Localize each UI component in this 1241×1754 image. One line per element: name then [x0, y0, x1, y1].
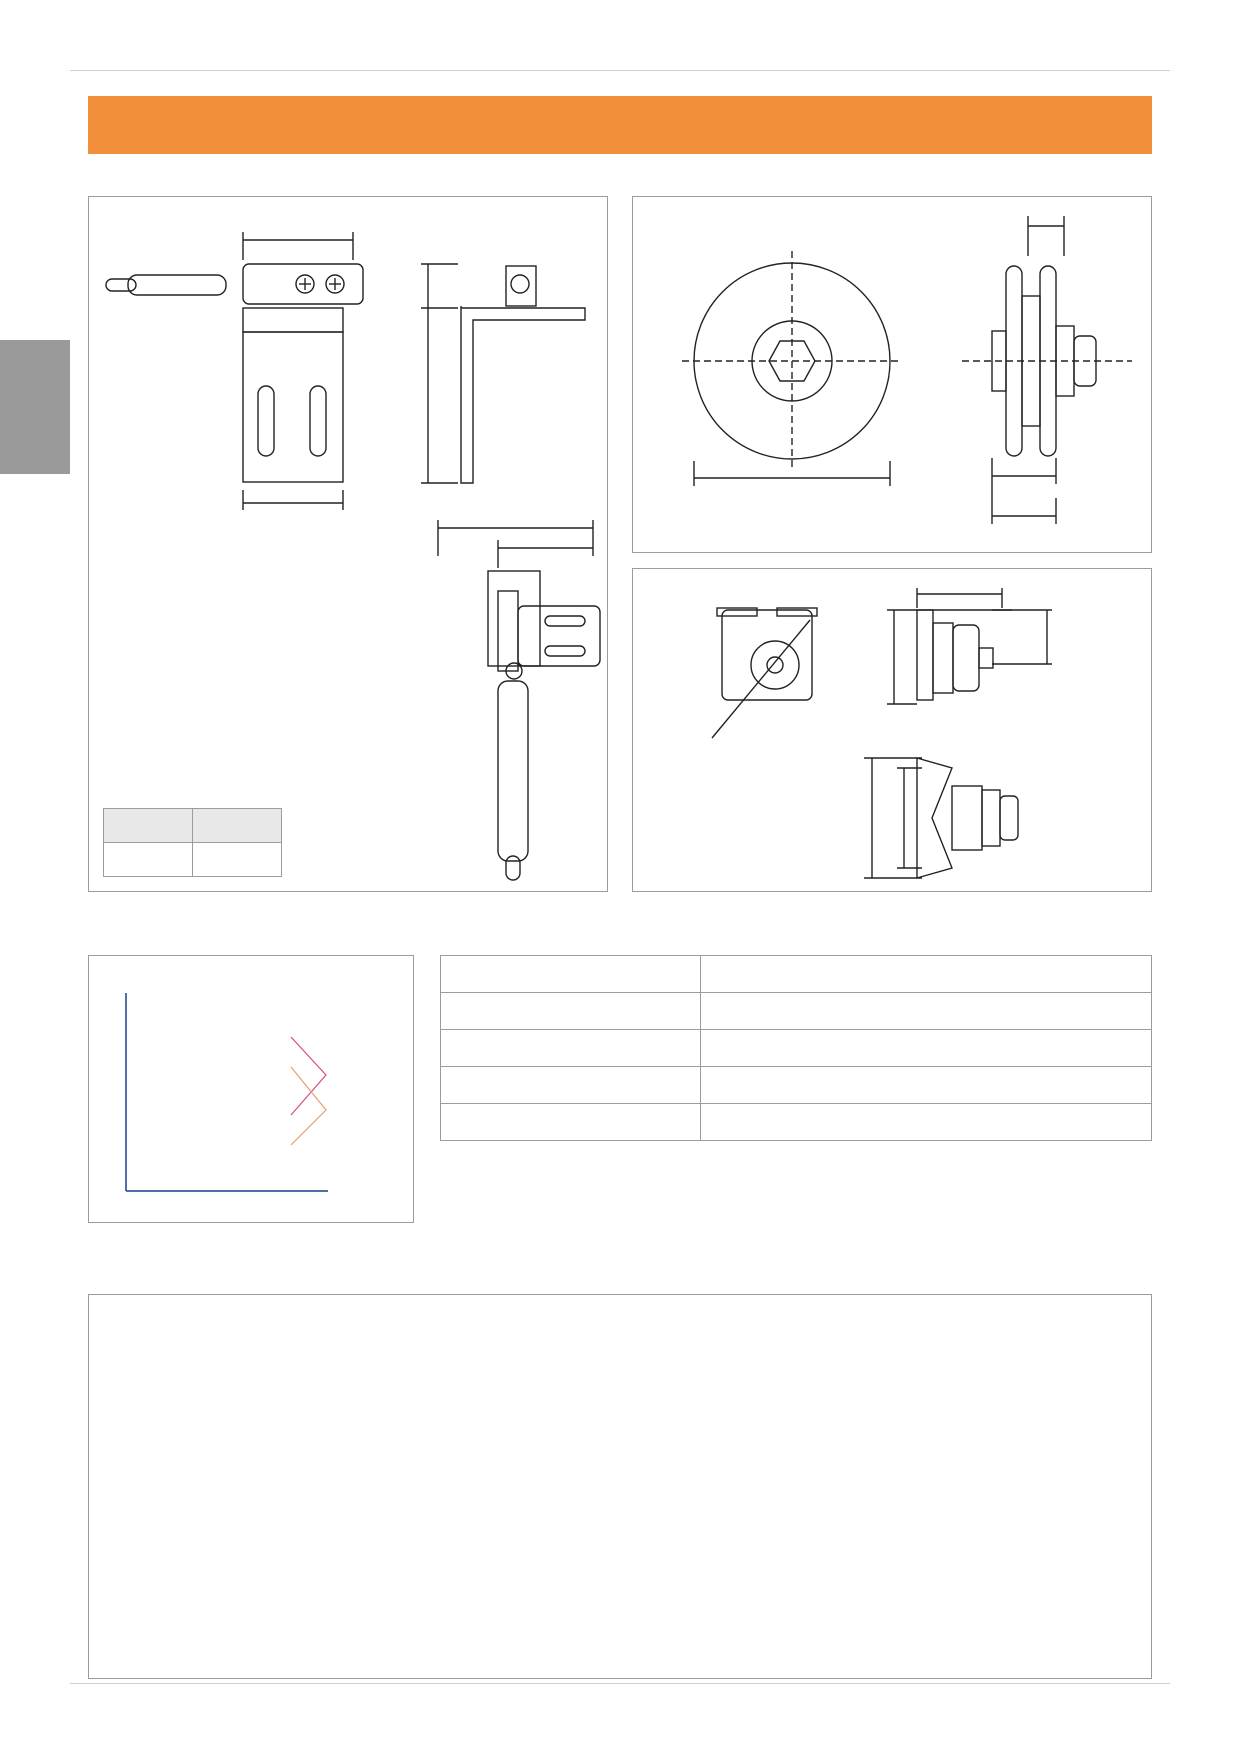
spec-value: [701, 956, 1152, 993]
footer-rule: [70, 1683, 1170, 1684]
code-inox: [193, 843, 282, 877]
handle-eye: [106, 279, 136, 291]
spec-row: [441, 1030, 1152, 1067]
page-banner: [88, 96, 1152, 154]
spec-key: [441, 956, 701, 993]
top-rule: [70, 70, 1170, 71]
spec-key: [441, 1067, 701, 1104]
spec-key: [441, 993, 701, 1030]
spec-table: [440, 955, 1152, 1141]
product-code-table: [103, 808, 282, 877]
code-header-inox: [193, 809, 282, 843]
brake-drawing: [88, 196, 608, 892]
mini-ld50-2-bracket: [291, 1067, 326, 1145]
handle: [128, 275, 226, 295]
spec-row: [441, 993, 1152, 1030]
chapter-tab[interactable]: [0, 340, 70, 474]
spec-value: [701, 1104, 1152, 1141]
bracket-drawing: [632, 568, 1152, 892]
code-header-zincato: [104, 809, 193, 843]
spec-value: [701, 1067, 1152, 1104]
spec-value: [701, 1030, 1152, 1067]
code-zincato: [104, 843, 193, 877]
diagrams-svg: [88, 1294, 1152, 1679]
spec-row: [441, 1104, 1152, 1141]
spec-value: [701, 993, 1152, 1030]
spec-row: [441, 956, 1152, 993]
spec-key: [441, 1030, 701, 1067]
spec-row: [441, 1067, 1152, 1104]
page-footer: [70, 1688, 84, 1710]
wheel-drawing: [632, 196, 1152, 553]
spec-key: [441, 1104, 701, 1141]
mini-chart: [88, 955, 414, 1223]
